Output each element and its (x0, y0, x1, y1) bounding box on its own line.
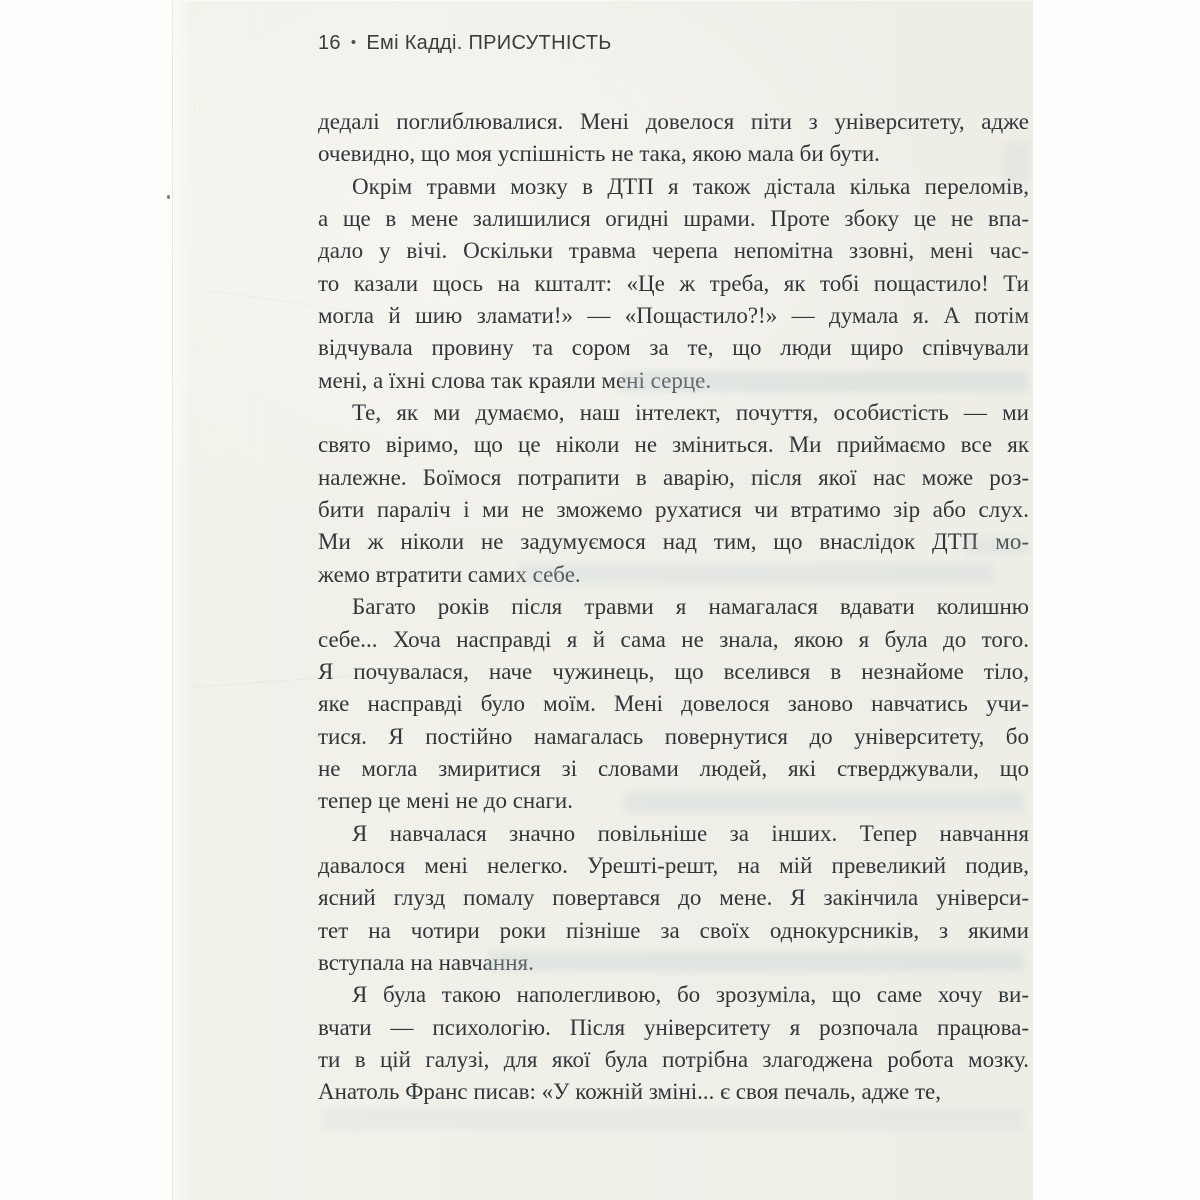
text-line: бити параліч і ми не зможемо рухатися чи втратимо зір або слух. (318, 497, 1029, 523)
text-line: дало у вічі. Оскільки травма черепа непомітна ззовні, мені час- (318, 238, 1029, 264)
text-line: давалося мені нелегко. Урешті-решт, на мій превеликий подив, (318, 852, 1029, 878)
running-title: Емі Кадді. ПРИСУТНІСТЬ (366, 32, 612, 54)
text-line: Я навчалася значно повільніше за інших. Тепер навчання (352, 820, 1029, 846)
text-line: Ми ж ніколи не задумуємося над тим, що внаслідок ДТП мо- (318, 529, 1029, 555)
text-line: Я почувалася, наче чужинець, що вселився в незнайоме тіло, (318, 658, 1029, 684)
page-edge (172, 0, 195, 1200)
text-line: то казали щось на кшталт: «Це ж треба, як тобі пощастило! Ти (318, 270, 1029, 296)
text-line: ясний глузд помалу повертався до мене. Я закінчила універси- (318, 885, 1029, 911)
text-line: Анатоль Франс писав: «У кожній зміні... є своя печаль, адже те, (318, 1079, 941, 1105)
text-line: Багато років після травми я намагалася вдавати колишню (352, 594, 1029, 620)
text-line: яке насправді було моїм. Мені довелося заново навчатись учи- (318, 691, 1029, 717)
text-line: а ще в мене залишилися огидні шрами. Проте збоку це не впа- (318, 206, 1029, 232)
bullet-separator: • (350, 34, 357, 51)
page-number: 16 (318, 32, 341, 54)
print-bleed-artifact (322, 1108, 1024, 1130)
text-line: Те, як ми думаємо, наш інтелект, почуття, особистість — ми (352, 400, 1029, 426)
book-page (172, 0, 1033, 1200)
text-line: дедалі поглиблювалися. Мені довелося піти з університету, адже (318, 109, 1029, 134)
text-line: свято віримо, що це ніколи не зміниться. Ми приймаємо все як (318, 432, 1029, 458)
text-line: ти в цій галузі, для якої була потрібна злагоджена робота мозку. (318, 1046, 1029, 1072)
running-head (318, 31, 612, 55)
text-line: Окрім травми мозку в ДТП я також дістала кілька переломів, (352, 173, 1029, 199)
text-line: мені, а їхні слова так краяли мені серце. (318, 367, 712, 393)
dust-speck (167, 195, 170, 199)
text-line: тет на чотири роки пізніше за своїх однокурсників, з якими (318, 917, 1029, 943)
text-line: вступала на навчання. (318, 949, 534, 975)
text-line: не могла змиритися зі словами людей, які стверджували, що (318, 755, 1029, 781)
text-line: належне. Боїмося потрапити в аварію, після якої нас може роз- (318, 464, 1029, 490)
text-line: тися. Я постійно намагалась повернутися до університету, бо (318, 723, 1029, 749)
text-line: Я була такою наполегливою, бо зрозуміла, що саме хочу ви- (352, 982, 1029, 1008)
text-line: відчувала провину та сором за те, що люди щиро співчували (318, 335, 1029, 361)
text-line: жемо втратити самих себе. (318, 561, 581, 587)
text-line: очевидно, що моя успішність не така, якою мала би бути. (318, 141, 880, 167)
body-text (318, 106, 1029, 1109)
text-line: вчати — психологію. Після університету я розпочала працюва- (318, 1014, 1029, 1040)
text-line: себе... Хоча насправді я й сама не знала, якою я була до того. (318, 626, 1029, 652)
text-line: могла й шию зламати!» — «Пощастило?!» — думала я. А потім (318, 303, 1029, 329)
text-line: тепер це мені не до снаги. (318, 788, 573, 814)
